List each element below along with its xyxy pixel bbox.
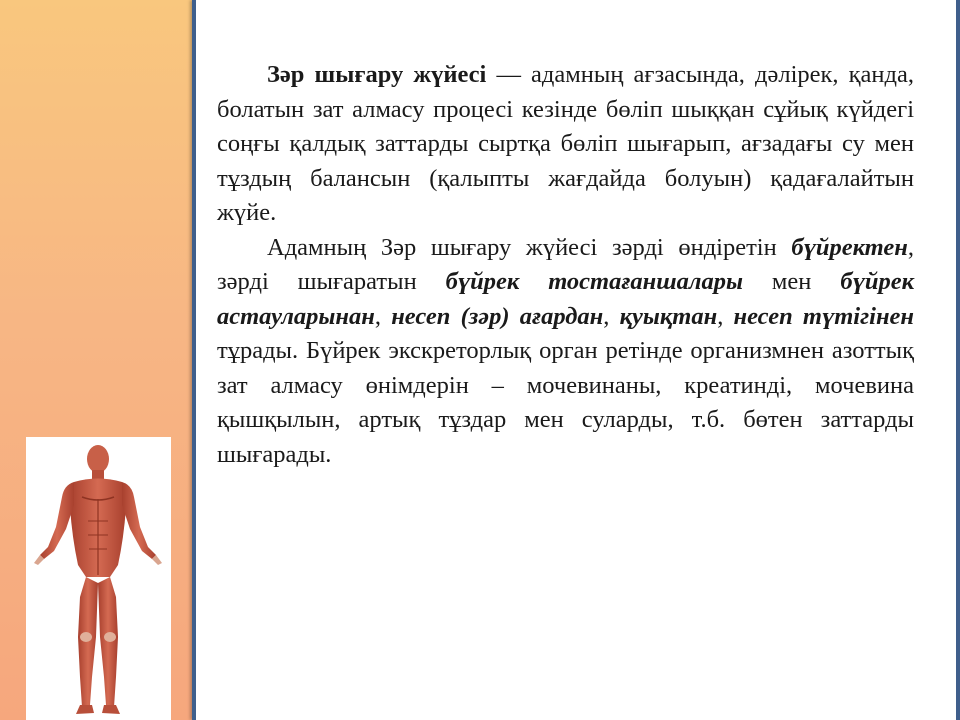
text-block — [217, 58, 914, 472]
definition-text: — адамның ағзасында, дәлірек, қанда, болатын зат алмасу процесі кезінде бөліп шыққан сұйық күйдегі соңғы қалдық заттарды сыртқа бөліп шығарып, ағзадағы су мен тұздың балансын (қалыпты жағдайда болуын) қадағалайтын жүйе. — [217, 61, 914, 226]
term-ureter: несеп (зәр) ағардан — [391, 302, 604, 330]
term-renal-calyces: бүйрек тостағаншалары — [445, 268, 743, 295]
human-muscle-figure-icon — [26, 437, 171, 720]
composition-text-7: тұрады. Бүйрек экскреторлық орган ретінде организмнен азоттық зат алмасу өнімдерін – мочевинаны, креатинді, мочевина қышқылын, артық тұздар мен суларды, т.б. бөтен заттарды шығарады. — [217, 337, 914, 468]
term-bladder: қуықтан — [619, 302, 718, 330]
term-kidney: бүйректен — [791, 233, 908, 261]
composition-text-6: , — [717, 302, 734, 330]
composition-text-4: , — [374, 302, 392, 330]
composition-text-2: , зәрді шығаратын — [217, 233, 914, 295]
term-renal-pelvis: бүйрек астауларынан — [217, 268, 914, 330]
term-urinary-system: Зәр шығару жүйесі — [267, 61, 487, 88]
term-urethra: несеп түтігінен — [733, 302, 915, 330]
composition-text-5: , — [603, 302, 620, 330]
paragraph-definition — [217, 58, 914, 231]
composition-text-1: Адамның Зәр шығару жүйесі зәрді өндіретін — [267, 233, 792, 261]
composition-text-3: мен — [743, 268, 841, 295]
paragraph-composition — [217, 231, 914, 473]
anatomy-image — [26, 437, 171, 720]
